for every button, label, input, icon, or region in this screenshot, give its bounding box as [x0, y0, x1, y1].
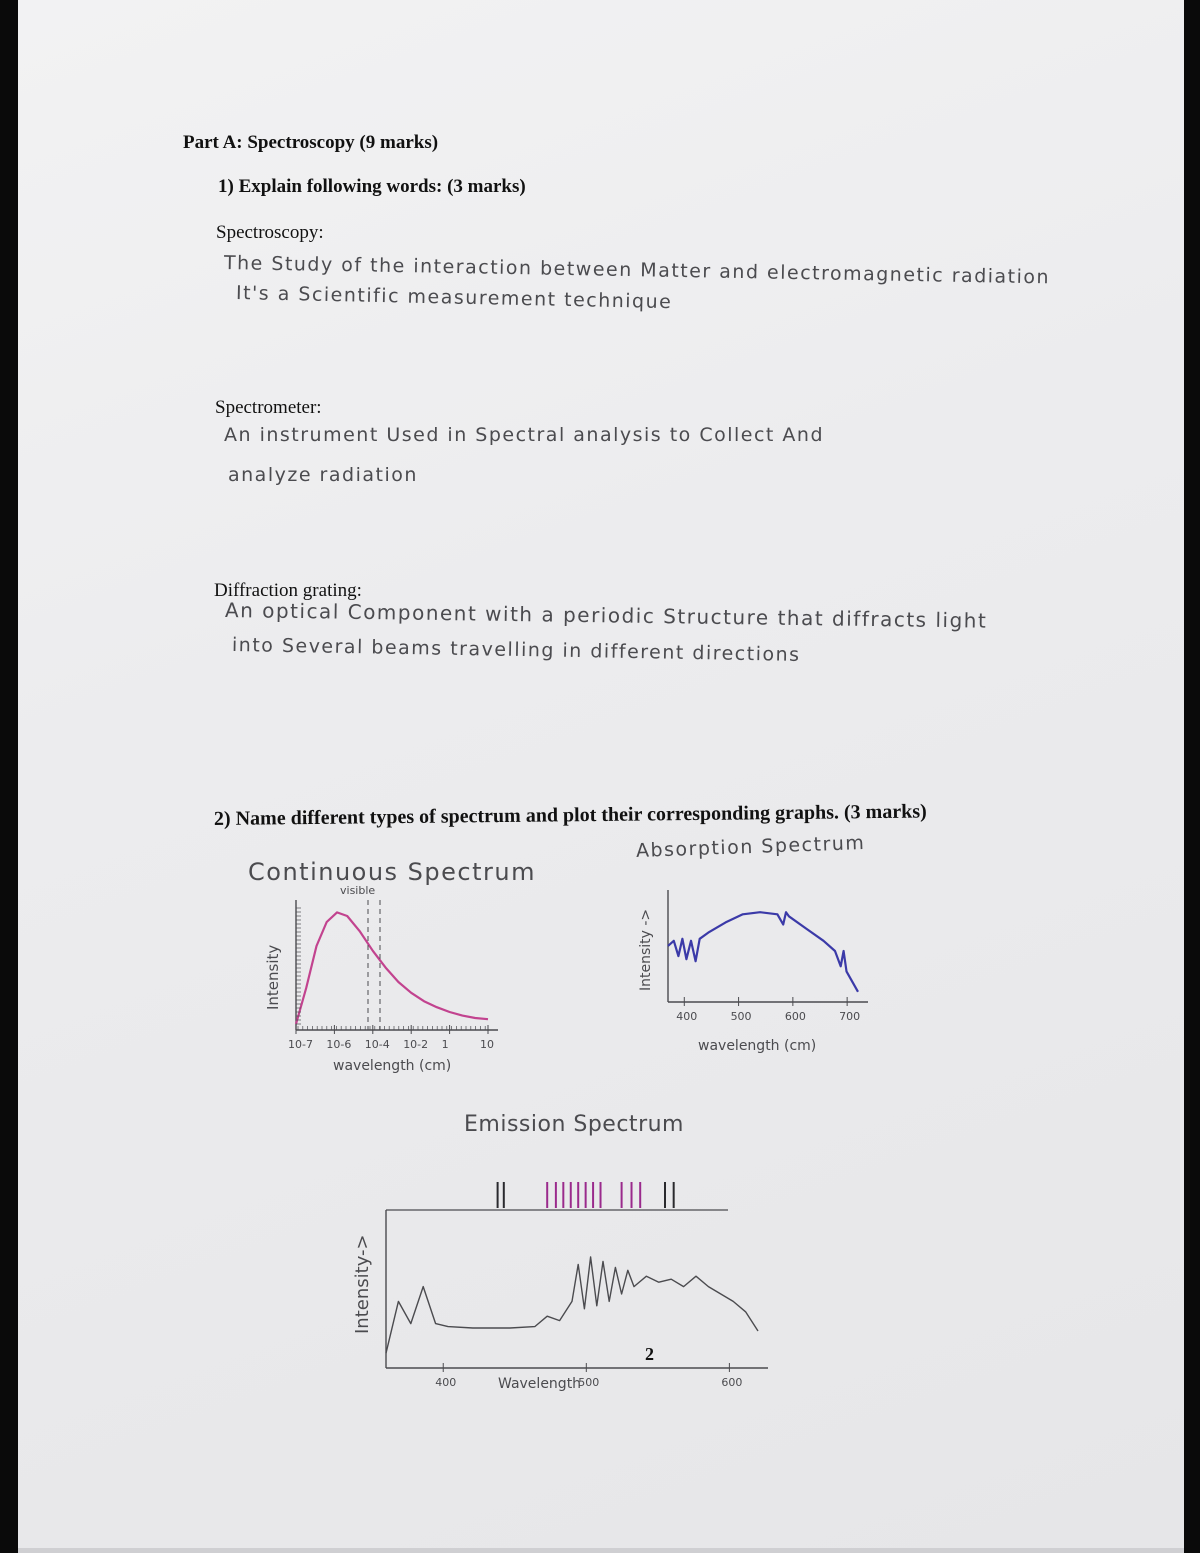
answer-diffraction-line1: An optical Component with a periodic Structure that diffracts light: [224, 598, 988, 633]
x-tick-label: 10-2: [403, 1038, 429, 1051]
page-number: 2: [645, 1344, 654, 1364]
x-tick-label: 10: [480, 1038, 494, 1051]
series-line: [668, 912, 858, 992]
y-axis-label: Intensity->: [352, 1234, 373, 1334]
continuous-title: Continuous Spectrum: [248, 858, 536, 886]
emission-spectrum-chart: [298, 1160, 788, 1400]
x-tick-label: 400: [435, 1376, 457, 1389]
answer-diffraction-line2: into Several beams travelling in different directions: [231, 634, 801, 666]
q1-title: 1) Explain following words: (3 marks): [218, 176, 526, 197]
x-tick-label: 10-7: [288, 1038, 313, 1051]
x-tick-label: 500: [578, 1376, 600, 1389]
x-tick-label: 10-4: [364, 1038, 390, 1051]
series-line: [386, 1257, 758, 1353]
answer-spectrometer-line2: analyze radiation: [228, 464, 418, 486]
q2-title: 2) Name different types of spectrum and plot their corresponding graphs. (3 marks): [213, 800, 927, 830]
series-line: [296, 912, 488, 1024]
x-tick-label: 1: [441, 1038, 449, 1051]
continuous-spectrum-chart: [218, 890, 518, 1090]
x-tick-label: 700: [839, 1010, 861, 1023]
x-tick-label: 400: [676, 1010, 698, 1023]
term-label-spectrometer: Spectrometer:: [215, 397, 322, 418]
x-tick-label: 500: [730, 1010, 752, 1023]
x-tick-label: 600: [721, 1376, 743, 1389]
x-tick-label: 600: [784, 1010, 806, 1023]
page-edge: [18, 1548, 1184, 1553]
y-axis-label: Intensity: [264, 944, 282, 1010]
answer-spectrometer-line1: An instrument Used in Spectral analysis to Collect And: [224, 424, 825, 446]
emission-title: Emission Spectrum: [464, 1112, 684, 1137]
y-axis-label: Intensity ->: [638, 908, 654, 991]
absorption-title: Absorption Spectrum: [635, 831, 866, 862]
continuous-annotation-visible: visible: [340, 884, 376, 897]
term-label-diffraction-grating: Diffraction grating:: [214, 580, 362, 601]
term-label-spectroscopy: Spectroscopy:: [216, 222, 324, 243]
worksheet-page: [18, 0, 1184, 1553]
x-axis-label: wavelength (cm): [333, 1058, 452, 1074]
x-axis-label: Wavelength: [498, 1376, 582, 1392]
x-axis-label: wavelength (cm): [698, 1038, 817, 1054]
answer-spectroscopy-line1: The Study of the interaction between Matter and electromagnetic radiation: [223, 252, 1051, 289]
answer-spectroscopy-line2: It's a Scientific measurement technique: [235, 282, 673, 314]
x-tick-label: 10-6: [326, 1038, 352, 1051]
absorption-spectrum-chart: [608, 870, 868, 1060]
part-title: Part A: Spectroscopy (9 marks): [183, 132, 439, 153]
